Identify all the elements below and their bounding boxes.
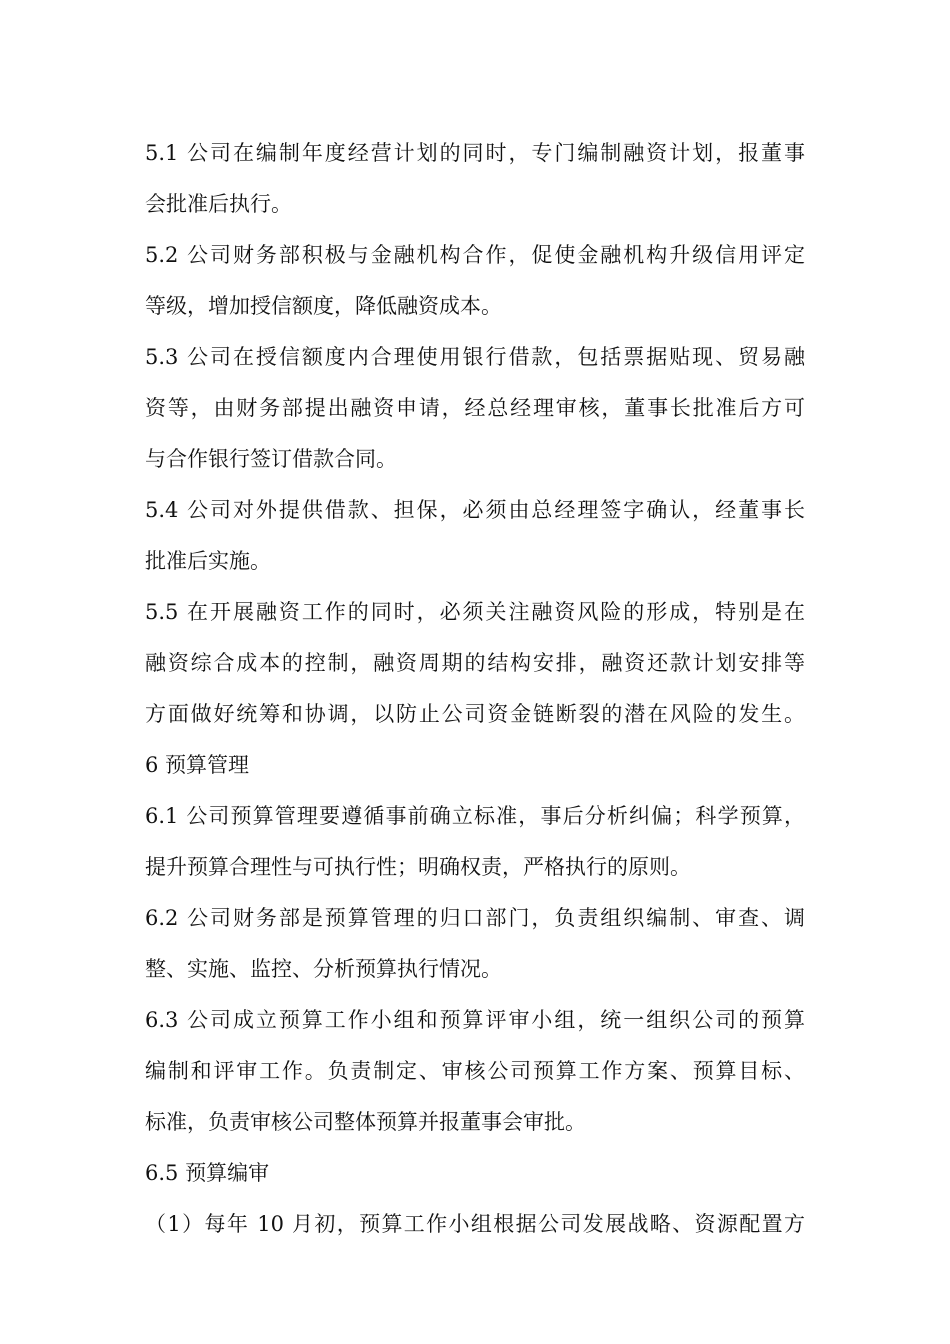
text-line: 提升预算合理性与可执行性；明确权责，严格执行的原则。 <box>145 855 691 879</box>
text-line: 5.3 公司在授信额度内合理使用银行借款，包括票据贴现、贸易融 <box>145 345 805 369</box>
text-line: 编制和评审工作。负责制定、审核公司预算工作方案、预算目标、 <box>145 1059 805 1083</box>
text-line: 6.3 公司成立预算工作小组和预算评审小组，统一组织公司的预算 <box>145 1008 805 1032</box>
text-line: 融资综合成本的控制，融资周期的结构安排，融资还款计划安排等 <box>145 651 805 675</box>
text-line: （1）每年 10 月初，预算工作小组根据公司发展战略、资源配置方 <box>145 1212 805 1236</box>
text-line: 5.1 公司在编制年度经营计划的同时，专门编制融资计划，报董事 <box>145 141 805 165</box>
text-line: 方面做好统筹和协调，以防止公司资金链断裂的潜在风险的发生。 <box>145 702 805 726</box>
text-line: 批准后实施。 <box>145 549 271 573</box>
text-line: 资等，由财务部提出融资申请，经总经理审核，董事长批准后方可 <box>145 396 805 420</box>
text-line: 5.5 在开展融资工作的同时，必须关注融资风险的形成，特别是在 <box>145 600 805 624</box>
section-heading: 6 预算管理 <box>145 753 250 777</box>
subsection-heading: 6.5 预算编审 <box>145 1161 270 1185</box>
text-line: 与合作银行签订借款合同。 <box>145 447 397 471</box>
document-body <box>145 128 805 1250</box>
text-line: 标准，负责审核公司整体预算并报董事会审批。 <box>145 1110 586 1134</box>
text-line: 5.4 公司对外提供借款、担保，必须由总经理签字确认，经董事长 <box>145 498 805 522</box>
text-line: 整、实施、监控、分析预算执行情况。 <box>145 957 502 981</box>
text-line: 会批准后执行。 <box>145 192 292 216</box>
text-line: 等级，增加授信额度，降低融资成本。 <box>145 294 502 318</box>
text-line: 5.2 公司财务部积极与金融机构合作，促使金融机构升级信用评定 <box>145 243 805 267</box>
text-line: 6.2 公司财务部是预算管理的归口部门，负责组织编制、审查、调 <box>145 906 805 930</box>
text-line: 6.1 公司预算管理要遵循事前确立标准，事后分析纠偏；科学预算， <box>145 804 805 828</box>
